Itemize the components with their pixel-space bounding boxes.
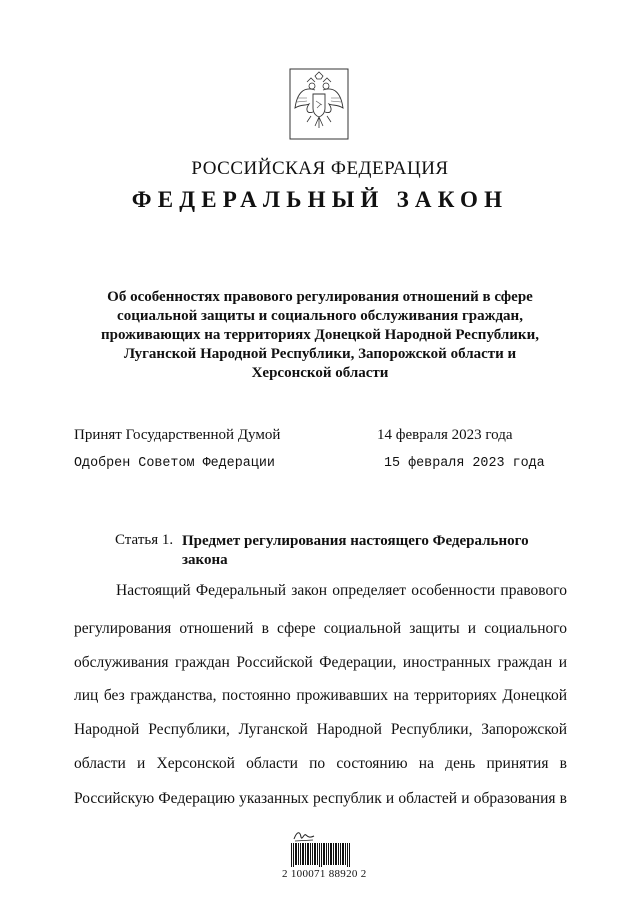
barcode-number: 2 100071 88920 2 <box>282 868 367 880</box>
document-type-heading: ФЕДЕРАЛЬНЫЙ ЗАКОН <box>131 187 509 212</box>
body-text-line: регулирования отношений в сфере социальной защиты и социального <box>74 620 567 637</box>
law-title-line: социальной защиты и социального обслуживания граждан, <box>117 308 523 324</box>
council-approval-label: Одобрен Советом Федерации <box>74 456 275 471</box>
body-text-line: Народной Республики, Луганской Народной Республики, Запорожской <box>74 721 567 738</box>
article-title-line: закона <box>182 552 228 568</box>
duma-adoption-label: Принят Государственной Думой <box>74 427 281 443</box>
country-heading: РОССИЙСКАЯ ФЕДЕРАЦИЯ <box>191 158 449 179</box>
law-title-line: Луганской Народной Республики, Запорожской области и <box>123 346 517 362</box>
council-approval-date: 15 февраля 2023 года <box>384 456 545 471</box>
article-title <box>182 532 552 570</box>
law-title-line: Об особенностях правового регулирования отношений в сфере <box>107 289 533 305</box>
initials-signature <box>292 829 316 843</box>
body-text-line: Настоящий Федеральный закон определяет особенности правового <box>116 582 567 599</box>
law-title-line: проживающих на территориях Донецкой Народной Республики, <box>101 327 539 343</box>
body-text-line: обслуживания граждан Российской Федерации, иностранных граждан и <box>74 654 567 671</box>
body-text-line: лиц без гражданства, постоянно проживавших на территориях Донецкой <box>74 687 567 704</box>
russian-coat-of-arms-icon <box>289 68 349 140</box>
law-title-line: Херсонской области <box>251 365 389 381</box>
barcode <box>291 843 351 867</box>
body-text-line: Российскую Федерацию указанных республик и областей и образования в <box>74 790 567 807</box>
law-title <box>80 288 560 383</box>
body-text-line: области и Херсонской области по состоянию на день принятия в <box>74 755 567 772</box>
duma-adoption-date: 14 февраля 2023 года <box>377 427 513 443</box>
article-number: Статья 1. <box>115 532 174 548</box>
article-title-line: Предмет регулирования настоящего Федерального <box>182 533 529 549</box>
